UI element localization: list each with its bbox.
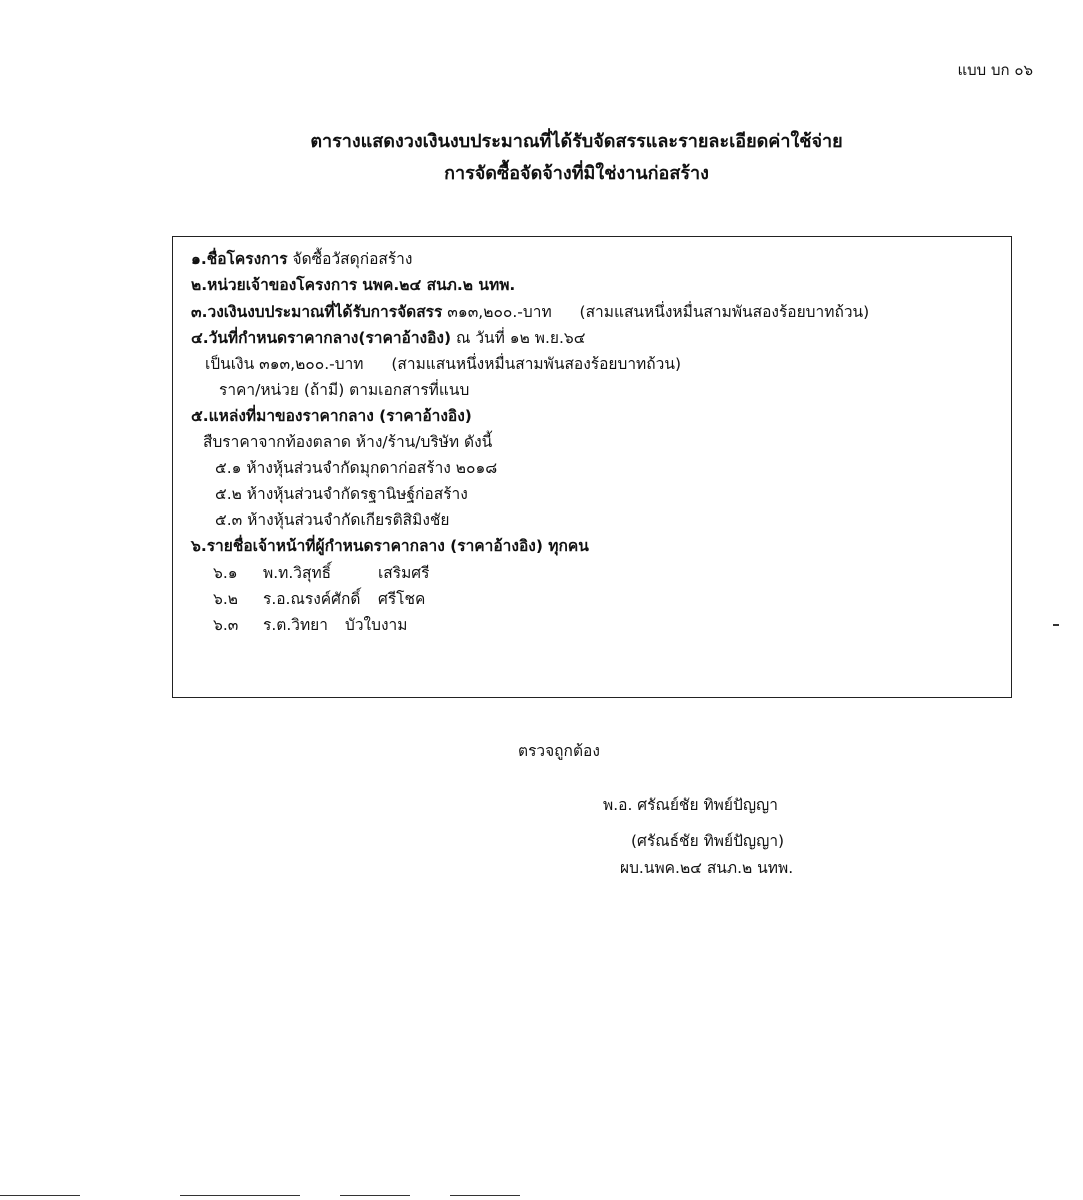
item-4-amount-line <box>205 354 681 374</box>
item-6-label: ๖.รายชื่อเจ้าหน้าที่ผู้กำหนดราคากลาง (ราคาอ้างอิง) ทุกคน <box>191 537 589 555</box>
item-3-amount: ๓๑๓,๒๐๐.-บาท <box>447 303 552 321</box>
official-1-surname: เสริมศรี <box>378 564 430 582</box>
item-5-2: ๕.๒ ห้างหุ้นส่วนจำกัดรฐานิษฐ์ก่อสร้าง <box>215 485 468 503</box>
document-title-line1: ตารางแสดงวงเงินงบประมาณที่ได้รับจัดสรรและรายละเอียดค่าใช้จ่าย <box>310 131 843 152</box>
scan-mark-bottom-3 <box>450 1195 520 1196</box>
document-title-line2: การจัดซื้อจัดจ้างที่มิใช่งานก่อสร้าง <box>444 163 709 184</box>
official-2-name: ร.อ.ณรงค์ศักดิ์ <box>263 590 361 608</box>
official-2-no: ๖.๒ <box>213 590 238 608</box>
item-5-3: ๕.๓ ห้างหุ้นส่วนจำกัดเกียรติสิมิงชัย <box>215 511 450 529</box>
item-1-value: จัดซื้อวัสดุก่อสร้าง <box>292 250 413 268</box>
scan-mark-bottom-1 <box>180 1195 300 1196</box>
item-2-value: นพค.๒๔ สนภ.๒ นทพ. <box>362 276 516 294</box>
signer-name-parenthesized: (ศรัณธ์ชัย ทิพย์ปัญญา) <box>631 832 785 850</box>
verified-text: ตรวจถูกต้อง <box>518 742 600 760</box>
official-3-surname: บัวใบงาม <box>345 616 408 634</box>
scan-mark-right-dash <box>1053 624 1059 626</box>
signer-position: ผบ.นพค.๒๔ สนภ.๒ นทพ. <box>620 859 794 877</box>
signer-rank-name: พ.อ. ศรัณย์ชัย ทิพย์ปัญญา <box>603 796 778 814</box>
item-4-words: (สามแสนหนึ่งหมื่นสามพันสองร้อยบาทถ้วน) <box>391 355 682 373</box>
item-4-date: ณ วันที่ ๑๒ พ.ย.๖๔ <box>456 329 586 347</box>
item-1-label: ๑.ชื่อโครงการ <box>191 250 288 268</box>
item-3 <box>191 302 869 322</box>
item-2 <box>191 275 515 295</box>
item-5-1: ๕.๑ ห้างหุ้นส่วนจำกัดมุกดาก่อสร้าง ๒๐๑๘ <box>215 459 498 477</box>
scan-mark-bottom-2 <box>340 1195 410 1196</box>
form-code: แบบ บก ๐๖ <box>957 61 1033 79</box>
scan-mark-bottom-left <box>0 1195 80 1196</box>
item-1 <box>191 249 412 269</box>
official-2-surname: ศรีโชค <box>378 590 426 608</box>
item-5-label: ๕.แหล่งที่มาของราคากลาง (ราคาอ้างอิง) <box>191 407 472 425</box>
item-4-label: ๔.วันที่กำหนดราคากลาง(ราคาอ้างอิง) <box>191 329 452 347</box>
item-3-words: (สามแสนหนึ่งหมื่นสามพันสองร้อยบาทถ้วน) <box>579 303 870 321</box>
item-3-label: ๓.วงเงินงบประมาณที่ได้รับการจัดสรร <box>191 303 443 321</box>
item-5-intro: สืบราคาจากท้องตลาด ห้าง/ร้าน/บริษัท ดังนี้ <box>203 433 493 451</box>
official-3-name: ร.ต.วิทยา <box>263 616 328 634</box>
item-2-label: ๒.หน่วยเจ้าของโครงการ <box>191 276 358 294</box>
project-details-box <box>172 236 1012 698</box>
item-4 <box>191 328 586 348</box>
official-1-name: พ.ท.วิสุทธิ์ <box>263 564 332 582</box>
official-3-no: ๖.๓ <box>213 616 239 634</box>
item-4-amount: เป็นเงิน ๓๑๓,๒๐๐.-บาท <box>205 355 364 373</box>
item-4-unit: ราคา/หน่วย (ถ้ามี) ตามเอกสารที่แนบ <box>219 381 470 399</box>
official-1-no: ๖.๑ <box>213 564 238 582</box>
